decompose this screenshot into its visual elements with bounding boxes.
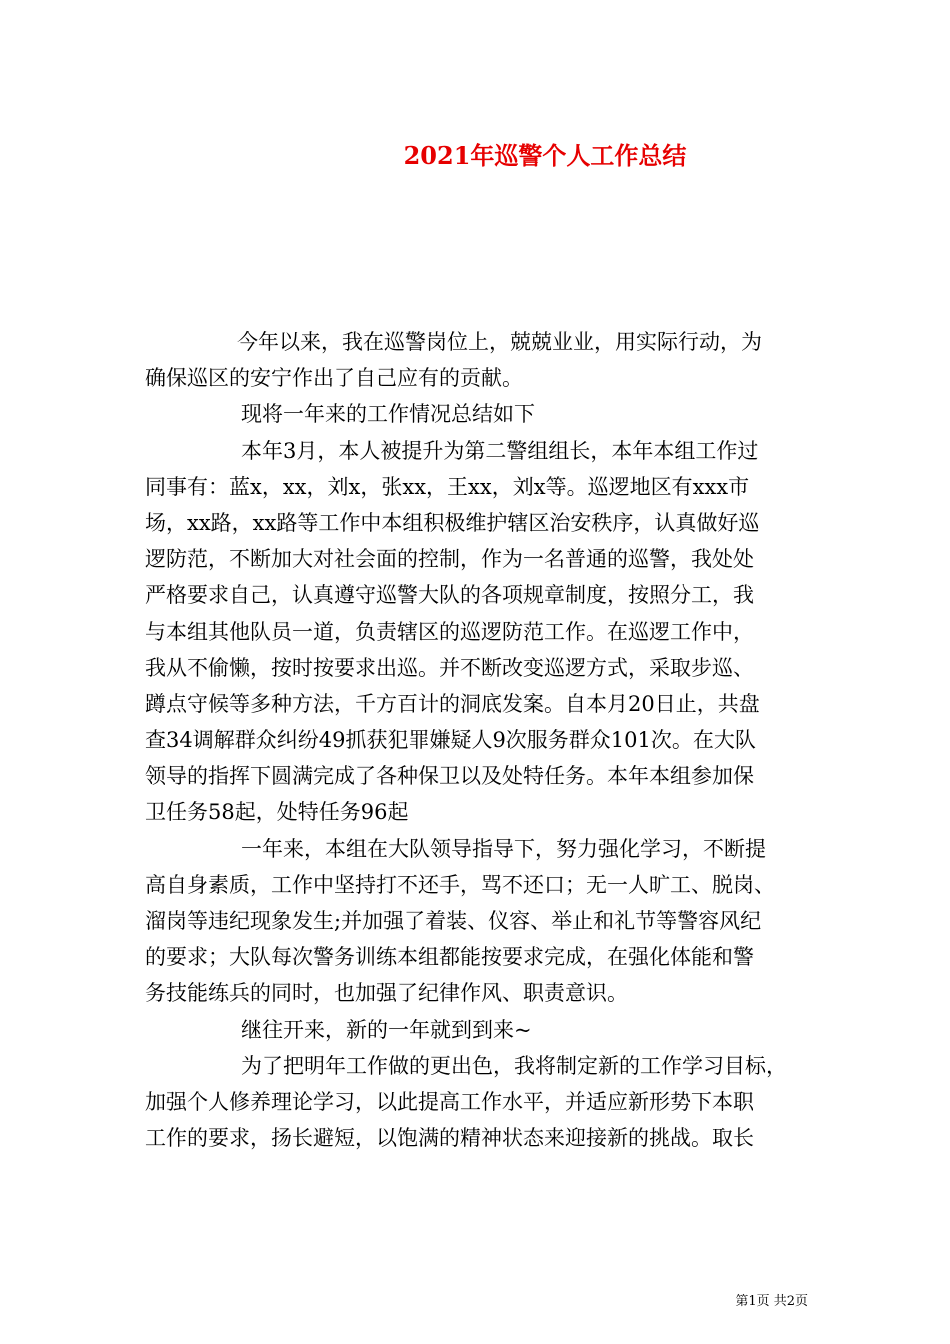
document-body xyxy=(145,324,810,1156)
text-line: 蹲点守候等多种方法，千方百计的洞底发案。自本月20日止，共盘 xyxy=(145,691,760,716)
text-line: 与本组其他队员一道，负责辖区的巡逻防范工作。在巡逻工作中， xyxy=(145,619,754,644)
text-line: 场，xx路，xx路等工作中本组积极维护辖区治安秩序，认真做好巡 xyxy=(145,510,760,535)
text-line: 今年以来，我在巡警岗位上，兢兢业业，用实际行动，为 xyxy=(237,330,762,354)
text-line: 溜岗等违纪现象发生;并加强了着装、仪容、举止和礼节等警容风纪 xyxy=(145,909,762,933)
text-line: 的要求；大队每次警务训练本组都能按要求完成，在强化体能和警 xyxy=(145,945,754,970)
text-line: 高自身素质，工作中坚持打不还手，骂不还口；无一人旷工、脱岗、 xyxy=(145,872,775,897)
text-line: 务技能练兵的同时，也加强了纪律作风、职责意识。 xyxy=(145,981,628,1006)
text-line: 继往开来，新的一年就到到来~ xyxy=(241,1017,532,1042)
text-line: 卫任务58起，处特任务96起 xyxy=(145,800,409,825)
text-line: 工作的要求，扬长避短，以饱满的精神状态来迎接新的挑战。取长 xyxy=(145,1126,754,1151)
text-line: 一年来，本组在大队领导指导下，努力强化学习，不断提 xyxy=(241,836,766,861)
text-line: 查34调解群众纠纷49抓获犯罪嫌疑人9次服务群众101次。在大队 xyxy=(145,728,756,753)
text-line: 严格要求自己，认真遵守巡警大队的各项规章制度，按照分工，我 xyxy=(145,583,754,608)
document-title: 2021年巡警个人工作总结 xyxy=(403,141,687,170)
text-line: 现将一年来的工作情况总结如下 xyxy=(241,402,535,427)
text-line: 为了把明年工作做的更出色，我将制定新的工作学习目标， xyxy=(241,1053,787,1078)
page-number-footer: 第1页 共2页 xyxy=(735,1294,808,1309)
text-line: 同事有：蓝x，xx，刘x，张xx，王xx，刘x等。巡逻地区有xxx市 xyxy=(145,474,750,499)
text-line: 确保巡区的安宁作出了自己应有的贡献。 xyxy=(145,366,523,391)
text-line: 领导的指挥下圆满完成了各种保卫以及处特任务。本年本组参加保 xyxy=(145,764,754,789)
text-line: 本年3月，本人被提升为第二警组组长，本年本组工作过 xyxy=(241,438,759,463)
text-line: 逻防范，不断加大对社会面的控制，作为一名普通的巡警，我处处 xyxy=(145,547,754,572)
text-line: 加强个人修养理论学习，以此提高工作水平，并适应新形势下本职 xyxy=(145,1089,754,1114)
text-line: 我从不偷懒，按时按要求出巡。并不断改变巡逻方式，采取步巡、 xyxy=(145,655,754,680)
